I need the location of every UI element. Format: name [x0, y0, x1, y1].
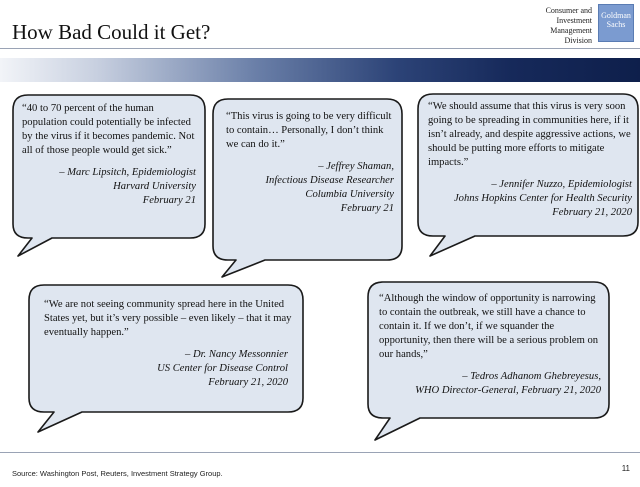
division-line: Investment: [556, 16, 592, 25]
footer-divider: [0, 452, 640, 453]
quote-card: [428, 100, 632, 220]
attribution-line: Johns Hopkins Center for Health Security: [453, 193, 632, 204]
division-line: Consumer and: [545, 6, 592, 15]
quote-attribution: [379, 370, 601, 398]
page-number: 11: [621, 464, 630, 473]
attribution-line: – Jeffrey Shaman,: [318, 161, 394, 172]
attribution-line: WHO Director-General, February 21, 2020: [415, 385, 601, 396]
quote-attribution: [22, 166, 196, 208]
attribution-line: February 21, 2020: [552, 207, 632, 218]
logo-line: Sachs: [606, 20, 626, 29]
quote-card: [226, 110, 394, 216]
quote-text: “Although the window of opportunity is narrowing to contain the outbreak, we still have a chance to contain it. If we don’t, if we squander the opportunity, then there will be a serious problem on our hands,”: [379, 293, 599, 360]
division-line: Division: [564, 36, 592, 45]
logo-line: Goldman: [601, 11, 631, 20]
attribution-line: – Dr. Nancy Messonnier: [185, 349, 288, 360]
division-line: Management: [550, 26, 592, 35]
attribution-line: Infectious Disease Researcher: [265, 175, 394, 186]
attribution-line: February 21: [340, 203, 394, 214]
attribution-line: February 21: [142, 195, 196, 206]
attribution-line: – Tedros Adhanom Ghebreyesus,: [462, 371, 601, 382]
quote-text: “40 to 70 percent of the human population could potentially be infected by the virus if it becomes pandemic. Not all of those people would get sick.”: [22, 103, 195, 156]
quote-attribution: [44, 348, 288, 390]
attribution-line: February 21, 2020: [208, 377, 288, 388]
quote-attribution: [226, 160, 394, 216]
slide-title: How Bad Could it Get?: [12, 20, 211, 44]
attribution-line: – Jennifer Nuzzo, Epidemiologist: [491, 179, 632, 190]
attribution-line: – Marc Lipsitch, Epidemiologist: [59, 167, 196, 178]
quote-text: “This virus is going to be very difficult to contain… Personally, I don’t think we can do it.”: [226, 111, 392, 150]
quote-text: “We should assume that this virus is very soon going to be spreading in communities here, if it isn’t already, and despite aggressive actions, we should be putting more efforts to mitigate impacts.”: [428, 101, 631, 168]
quote-card: [379, 292, 601, 398]
quote-card: [22, 102, 196, 208]
quote-card: [44, 298, 294, 390]
quote-attribution: [428, 178, 632, 220]
source-note: Source: Washington Post, Reuters, Investment Strategy Group.: [12, 469, 223, 478]
attribution-line: US Center for Disease Control: [157, 363, 288, 374]
attribution-line: Harvard University: [113, 181, 196, 192]
quote-text: “We are not seeing community spread here in the United States yet, but it’s very possible – even likely – that it may eventually happen.”: [44, 299, 292, 338]
attribution-line: Columbia University: [305, 189, 394, 200]
